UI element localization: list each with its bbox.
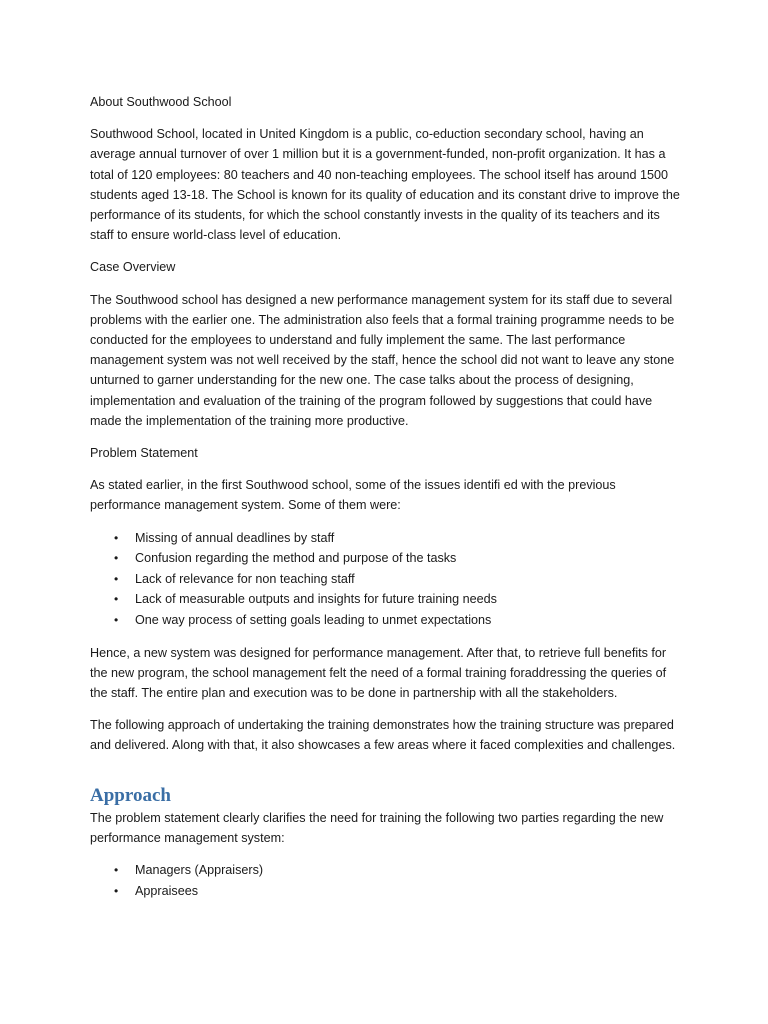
list-item-text: Managers (Appraisers): [135, 863, 264, 878]
bullet-icon: •: [114, 883, 119, 898]
bullet-icon: •: [114, 863, 119, 878]
bullet-icon: •: [114, 592, 119, 607]
about-heading: About Southwood School: [90, 95, 232, 109]
list-item: [90, 589, 680, 610]
list-item: [90, 548, 680, 569]
problem-statement-heading: Problem Statement: [90, 446, 198, 461]
list-item: [90, 528, 680, 549]
document-page: [90, 92, 680, 913]
issues-list: [90, 528, 680, 631]
list-item-text: One way process of setting goals leading to unmet expectations: [135, 613, 492, 628]
bullet-icon: •: [114, 551, 119, 566]
problem-statement-paragraph-2: Hence, a new system was designed for performance management. After that, to retrieve full benefits for the new program, the school management felt the need of a formal training foraddressing the queries of the staff. The entire plan and execution was to be done in partnership with all the stakeholders.: [90, 645, 667, 701]
case-overview-heading: Case Overview: [90, 260, 176, 275]
bullet-icon: •: [114, 613, 119, 628]
problem-statement-paragraph-3: The following approach of undertaking the training demonstrates how the training structure was prepared and delivered. Along with that, it also showcases a few areas where it faced complexities and challenges.: [90, 718, 676, 753]
list-item: [90, 881, 680, 902]
approach-title: Approach: [90, 784, 171, 806]
parties-list: [90, 860, 680, 901]
list-item: [90, 610, 680, 631]
problem-statement-intro: As stated earlier, in the first Southwood school, some of the issues identifi ed with the previous performance management system. Some of them were:: [90, 478, 616, 513]
bullet-icon: •: [114, 571, 119, 586]
approach-paragraph: The problem statement clearly clarifies the need for training the following two parties regarding the new performance management system:: [90, 810, 664, 845]
bullet-icon: •: [114, 530, 119, 545]
list-item-text: Lack of measurable outputs and insights for future training needs: [135, 592, 497, 607]
about-paragraph: Southwood School, located in United Kingdom is a public, co-eduction secondary school, having an average annual turnover of over 1 million but it is a government-funded, non-profit organization. It has a total of 120 employees: 80 teachers and 40 non-teaching employees. The school itself has around 1500 students aged 13-18. The School is known for its quality of education and its constant drive to improve the performance of its students, for which the school constantly invests in the quality of its teachers and its staff to ensure world-class level of education.: [90, 127, 680, 243]
list-item: [90, 569, 680, 590]
case-overview-paragraph: The Southwood school has designed a new performance management system for its staff due to several problems with the earlier one. The administration also feels that a formal training programme needs to be conducted for the employees to understand and fully implement the same. The last performance management system was not well received by the staff, hence the school did not want to leave any stone unturned to garner understanding for the new one. The case talks about the process of designing, implementation and evaluation of the training of the program followed by suggestions that could have made the implementation of the training more productive.: [90, 292, 675, 428]
list-item-text: Missing of annual deadlines by staff: [135, 530, 335, 545]
list-item: [90, 860, 680, 881]
list-item-text: Lack of relevance for non teaching staff: [135, 571, 355, 586]
list-item-text: Appraisees: [135, 883, 199, 898]
list-item-text: Confusion regarding the method and purpose of the tasks: [135, 551, 457, 566]
